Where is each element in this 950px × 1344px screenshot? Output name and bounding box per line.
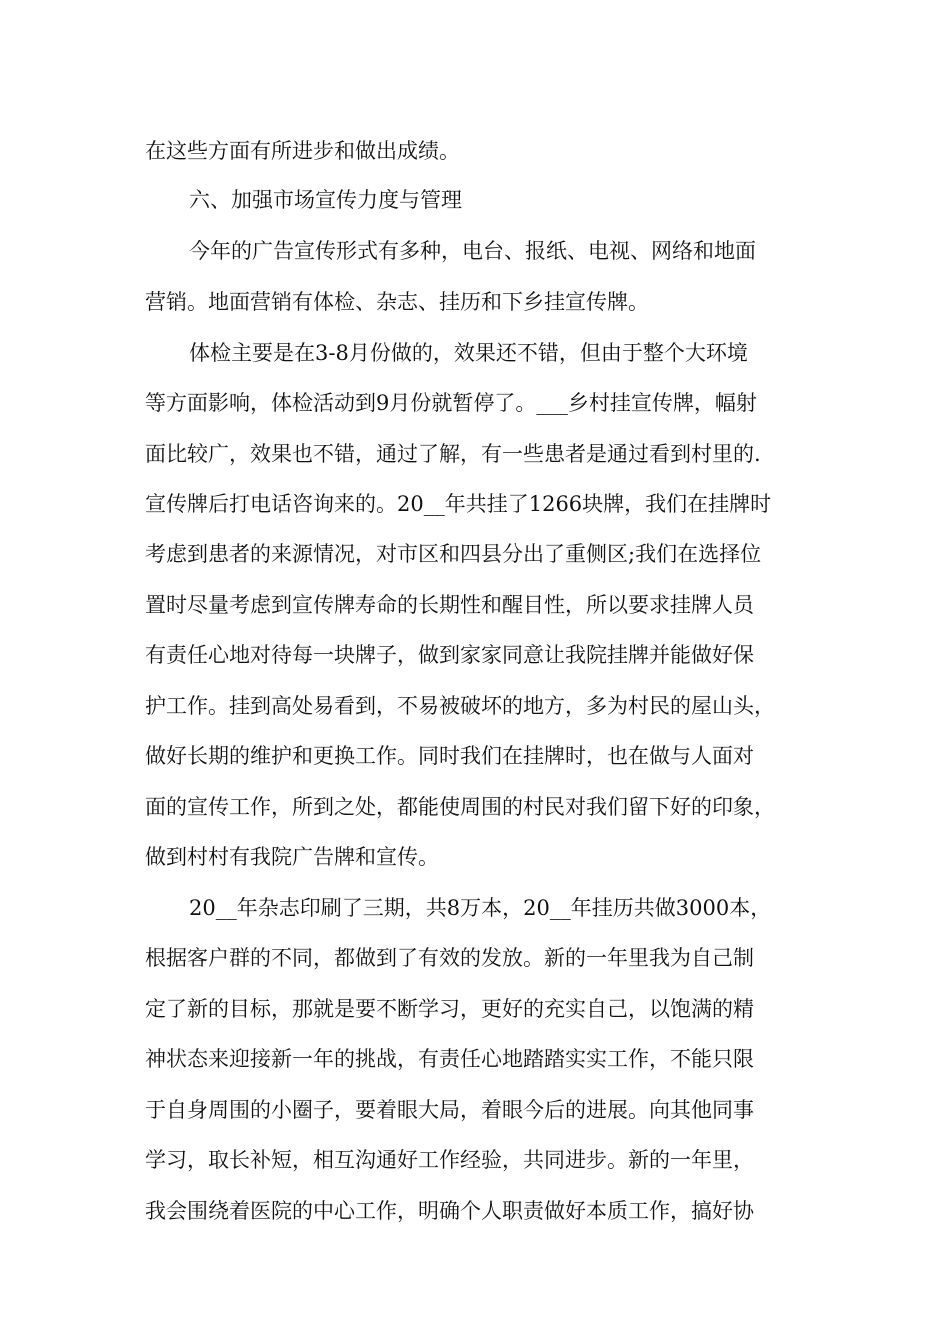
text-line: 等方面影响，体检活动到9月份就暂停了。___乡村挂宣传牌，幅射 bbox=[145, 391, 757, 415]
text-line: 置时尽量考虑到宣传牌寿命的长期性和醒目性，所以要求挂牌人员 bbox=[145, 593, 754, 617]
text-line: 体检主要是在3-8月份做的，效果还不错，但由于整个大环境 bbox=[189, 341, 748, 365]
text-line: 有责任心地对待每一块牌子，做到家家同意让我院挂牌并能做好保 bbox=[145, 643, 754, 667]
text-line: 护工作。挂到高处易看到，不易被破坏的地方，多为村民的屋山头， bbox=[145, 694, 775, 718]
text-line: 宣传牌后打电话咨询来的。20__年共挂了1266块牌，我们在挂牌时 bbox=[145, 492, 772, 516]
text-line: 面的宣传工作，所到之处，都能使周围的村民对我们留下好的印象， bbox=[145, 795, 775, 819]
text-line: 学习，取长补短，相互沟通好工作经验，共同进步。新的一年里， bbox=[145, 1148, 754, 1172]
text-line: 根据客户群的不同，都做到了有效的发放。新的一年里我为自己制 bbox=[145, 946, 754, 970]
text-line: 20__年杂志印刷了三期，共8万本，20__年挂历共做3000本， bbox=[189, 896, 772, 920]
section-heading: 六、加强市场宣传力度与管理 bbox=[189, 188, 462, 212]
text-line: 我会围绕着医院的中心工作，明确个人职责做好本质工作，搞好协 bbox=[145, 1199, 754, 1223]
text-line: 在这些方面有所进步和做出成绩。 bbox=[145, 139, 460, 163]
text-line: 面比较广，效果也不错，通过了解，有一些患者是通过看到村里的. bbox=[145, 442, 761, 466]
text-line: 今年的广告宣传形式有多种，电台、报纸、电视、网络和地面 bbox=[189, 239, 756, 263]
text-line: 营销。地面营销有体检、杂志、挂历和下乡挂宣传牌。 bbox=[145, 290, 649, 314]
text-line: 定了新的目标，那就是要不断学习，更好的充实自己，以饱满的精 bbox=[145, 997, 754, 1021]
text-line: 神状态来迎接新一年的挑战，有责任心地踏踏实实工作，不能只限 bbox=[145, 1047, 754, 1071]
text-line: 于自身周围的小圈子，要着眼大局，着眼今后的进展。向其他同事 bbox=[145, 1098, 754, 1122]
text-line: 做到村村有我院广告牌和宣传。 bbox=[145, 845, 439, 869]
text-line: 做好长期的维护和更换工作。同时我们在挂牌时，也在做与人面对 bbox=[145, 744, 754, 768]
text-line: 考虑到患者的来源情况，对市区和四县分出了重侧区;我们在选择位 bbox=[145, 542, 762, 566]
